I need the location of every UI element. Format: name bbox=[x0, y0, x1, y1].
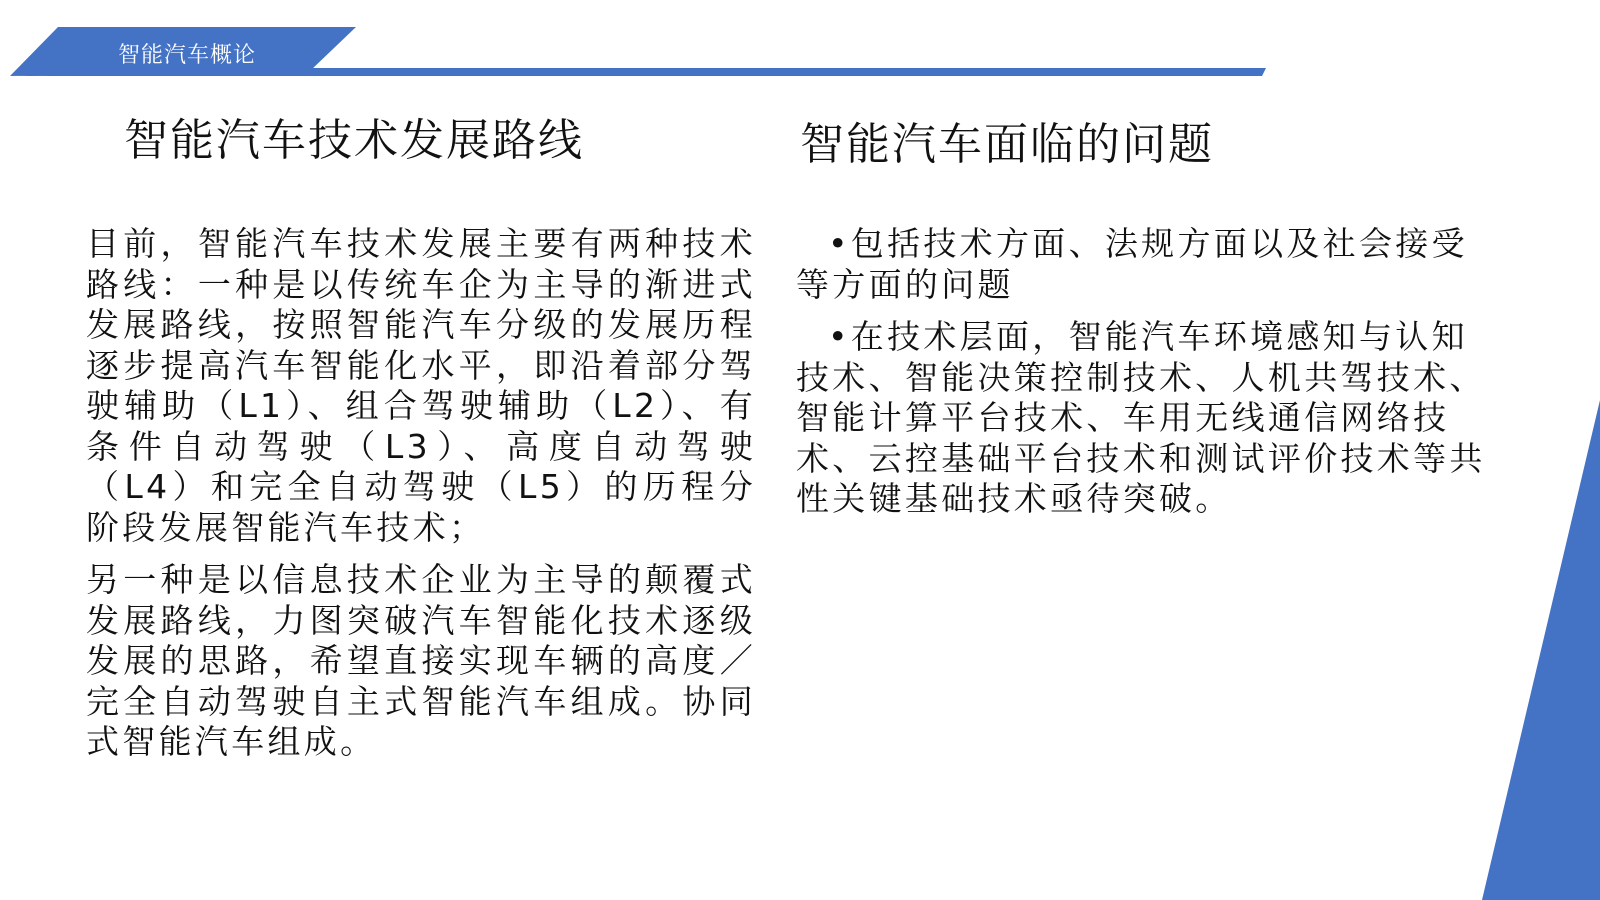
left-column bbox=[86, 224, 756, 775]
right-bullet-2: •在技术层面，智能汽车环境感知与认知技术、智能决策控制技术、人机共驾技术、智能计算平台技术、车用无线通信网络技术、云控基础平台技术和测试评价技术等共性关键基础技术亟待突破。 bbox=[796, 317, 1486, 518]
left-heading: 智能汽车技术发展路线 bbox=[124, 115, 584, 166]
corner-accent-shape bbox=[1482, 400, 1600, 900]
right-column bbox=[796, 224, 1486, 532]
right-heading: 智能汽车面临的问题 bbox=[800, 119, 1214, 170]
right-bullet-1: •包括技术方面、法规方面以及社会接受等方面的问题 bbox=[796, 224, 1468, 304]
left-paragraph-2: 另一种是以信息技术企业为主导的颠覆式发展路线，力图突破汽车智能化技术逐级发展的思路，希望直接实现车辆的高度／完全自动驾驶自主式智能汽车组成。协同式智能汽车组成。 bbox=[86, 560, 756, 761]
section-label: 智能汽车概论 bbox=[118, 43, 257, 68]
left-paragraph-1: 目前，智能汽车技术发展主要有两种技术路线：一种是以传统车企为主导的渐进式发展路线，按照智能汽车分级的发展历程逐步提高汽车智能化水平，即沿着部分驾驶辅助（L1）、组合驾驶辅助（L2）、有条件自动驾驶（L3）、高度自动驾驶（L4）和完全自动驾驶（L5）的历程分阶段发展智能汽车技术； bbox=[86, 224, 756, 547]
